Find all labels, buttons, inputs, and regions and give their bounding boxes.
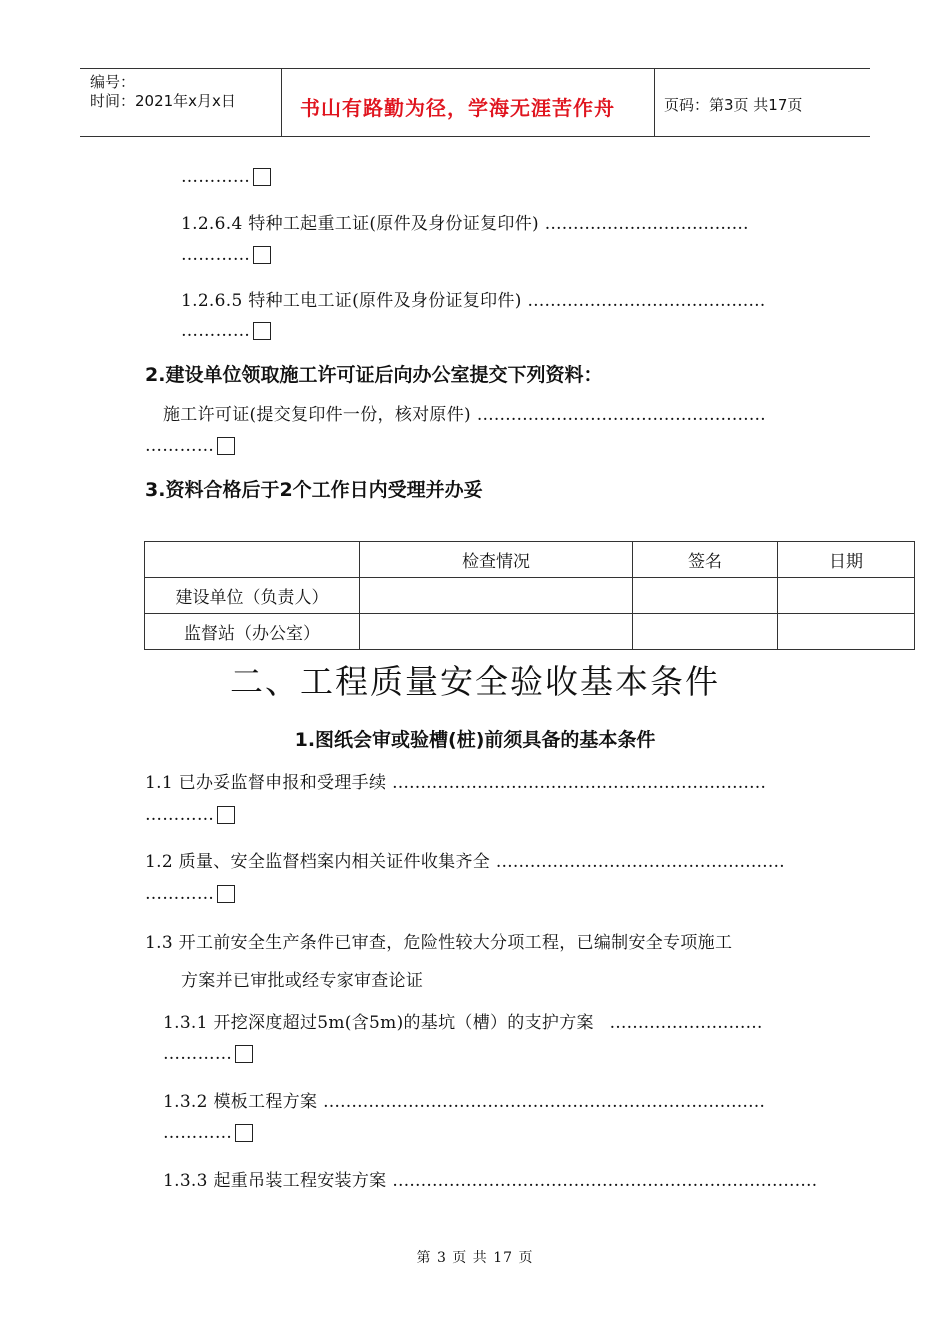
continuation-line (145, 436, 235, 456)
header-top-rule (80, 68, 870, 69)
table-cell: 建设单位（负责人） (145, 578, 360, 614)
leader-dots: ………… (145, 436, 215, 456)
item-1-3-1 (163, 1008, 770, 1033)
continuation-line (181, 167, 271, 187)
table-cell[interactable] (360, 578, 633, 614)
table-header-cell (145, 542, 360, 578)
table-cell[interactable] (633, 578, 778, 614)
leader-dots: ……………………………… (544, 214, 749, 234)
serial-label: 编号： (90, 73, 136, 91)
leader-dots: ………… (181, 321, 251, 341)
chapter-title: 二、工程质量安全验收基本条件 (230, 662, 720, 701)
table-cell[interactable] (778, 614, 915, 650)
item-1-3-3 (163, 1166, 818, 1191)
table-cell[interactable] (633, 614, 778, 650)
table-header-cell: 签名 (633, 542, 778, 578)
continuation-line (181, 321, 271, 341)
item-label: 1.2.6.4 特种工起重工证(原件及身份证复印件) (181, 214, 539, 234)
checkbox[interactable] (235, 1045, 253, 1063)
item-1-3-2 (163, 1087, 773, 1112)
item-label: 1.2 质量、安全监督档案内相关证件收集齐全 (145, 852, 491, 872)
item-label: 1.1 已办妥监督申报和受理手续 (145, 773, 387, 793)
checkbox[interactable] (253, 322, 271, 340)
leader-dots: ………… (181, 167, 251, 187)
item-label: 1.3.3 起重吊装工程安装方案 (163, 1171, 387, 1191)
table-header-row (145, 542, 915, 578)
leader-dots: ………… (181, 245, 251, 265)
item-label: 1.2.6.5 特种工电工证(原件及身份证复印件) (181, 291, 522, 311)
table-cell[interactable] (360, 614, 633, 650)
leader-dots: ………… (145, 884, 215, 904)
continuation-line (163, 1123, 253, 1143)
item-1265 (181, 286, 766, 311)
table-row (145, 578, 915, 614)
item-1-3-line2: 方案并已审批或经专家审查论证 (181, 971, 424, 991)
item-permit (163, 400, 766, 425)
checkbox[interactable] (217, 885, 235, 903)
heading-section-3: 3.资料合格后于2个工作日内受理并办妥 (145, 479, 483, 501)
heading-section-2: 2.建设单位领取施工许可证后向办公室提交下列资料： (145, 364, 603, 386)
checkbox[interactable] (253, 246, 271, 264)
leader-dots: …………………………………………………………………… (322, 1092, 765, 1112)
header-divider-left (281, 68, 282, 136)
item-1264 (181, 209, 753, 234)
table-cell: 监督站（办公室） (145, 614, 360, 650)
leader-dots: ………… (163, 1044, 233, 1064)
leader-dots: ……………………… (609, 1013, 763, 1033)
checkbox[interactable] (217, 806, 235, 824)
leader-dots: …………………………………………… (476, 405, 766, 425)
item-1-1 (145, 768, 782, 793)
header-divider-right (654, 68, 655, 136)
leader-dots: ………………………………………………………………… (392, 1171, 818, 1191)
continuation-line (145, 884, 235, 904)
checkbox[interactable] (253, 168, 271, 186)
time-label: 时间：2021年x月x日 (90, 92, 236, 110)
leader-dots: ………… (145, 805, 215, 825)
checkbox[interactable] (217, 437, 235, 455)
header-bottom-rule (80, 136, 870, 137)
continuation-line (163, 1044, 253, 1064)
item-label: 1.3.1 开挖深度超过5m(含5m)的基坑（槽）的支护方案 (163, 1013, 594, 1033)
leader-dots: ………… (163, 1123, 233, 1143)
check-table (144, 541, 915, 650)
leader-dots: ………………………………………………………… (391, 773, 766, 793)
table-header-cell: 检查情况 (360, 542, 633, 578)
item-1-3-line1: 1.3 开工前安全生产条件已审查，危险性较大分项工程，已编制安全专项施工 (145, 933, 733, 953)
item-label: 1.3.2 模板工程方案 (163, 1092, 318, 1112)
leader-dots: …………………………………………… (495, 852, 785, 872)
page-footer: 第 3 页 共 17 页 (416, 1250, 534, 1266)
checkbox[interactable] (235, 1124, 253, 1142)
table-cell[interactable] (778, 578, 915, 614)
table-row (145, 614, 915, 650)
item-label: 施工许可证(提交复印件一份，核对原件) (163, 405, 471, 425)
table-header-cell: 日期 (778, 542, 915, 578)
header-motto: 书山有路勤为径，学海无涯苦作舟 (300, 96, 615, 120)
leader-dots: …………………………………… (527, 291, 766, 311)
item-1-2 (145, 847, 785, 872)
continuation-line (145, 805, 235, 825)
header-page-info: 页码：第3页 共17页 (664, 96, 803, 114)
section-title: 1.图纸会审或验槽(桩)前须具备的基本条件 (294, 729, 656, 751)
continuation-line (181, 245, 271, 265)
